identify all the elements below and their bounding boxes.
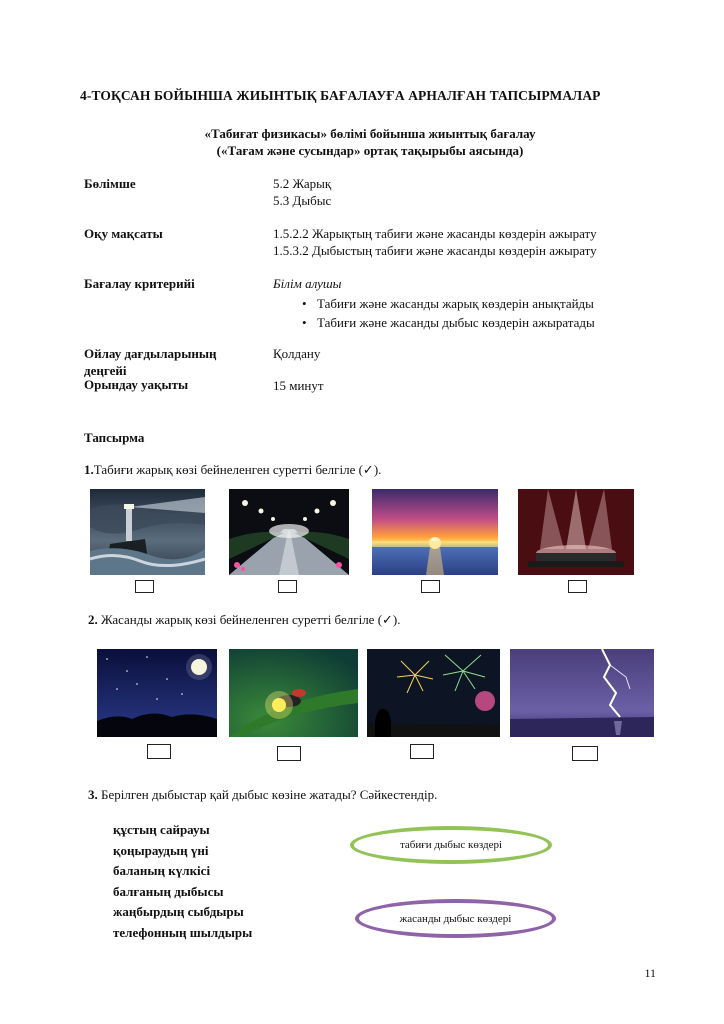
criteria-label: Бағалау критерийі <box>84 276 195 291</box>
sound-item[interactable]: телефонның шылдыры <box>113 924 253 940</box>
thinking-label <box>84 345 217 379</box>
time-label: Орындау уақыты <box>84 377 189 392</box>
question-2-text: Жасанды жарық көзі бейнеленген суретті белгіле (✓). <box>97 612 401 627</box>
lighthouse-storm-image <box>90 489 205 575</box>
artificial-sound-sources-oval[interactable] <box>355 899 556 938</box>
question-1-text: Табиғи жарық көзі бейнеленген суретті белгіле (✓). <box>93 462 382 477</box>
q1-checkbox-3[interactable] <box>421 580 440 593</box>
question-2 <box>88 612 401 628</box>
subtitle-line-2: («Тағам және сусындар» ортақ тақырыбы аясында) <box>216 143 524 158</box>
sound-item[interactable]: баланың күлкісі <box>113 863 211 878</box>
q2-checkbox-4[interactable] <box>572 746 598 761</box>
sound-item[interactable]: жаңбырдың сыбдыры <box>113 904 244 919</box>
question-3-text: Берілген дыбыстар қай дыбыс көзіне жатады? Сәйкестендір. <box>97 787 438 802</box>
section-value-2: 5.3 Дыбыс <box>273 193 332 208</box>
q1-checkbox-4[interactable] <box>568 580 587 593</box>
task-heading: Тапсырма <box>84 430 145 445</box>
page-title: 4-ТОҚСАН БОЙЫНША ЖИЫНТЫҚ БАҒАЛАУҒА АРНАЛҒАН ТАПСЫРМАЛАР <box>80 88 601 103</box>
objective-values <box>273 225 597 259</box>
q2-checkbox-2[interactable] <box>277 746 301 761</box>
firefly-image <box>229 649 358 737</box>
criteria-head: Білім алушы <box>273 276 342 291</box>
natural-sound-sources-label: табиғи дыбыс көздері <box>399 839 503 851</box>
sunset-sea-image <box>372 489 498 575</box>
night-moon-stars-image <box>97 649 217 737</box>
sound-item[interactable]: құстың сайрауы <box>113 822 210 837</box>
subtitle-line-1: «Табиғат физикасы» бөлімі бойынша жиынтық бағалау <box>204 126 536 141</box>
question-3 <box>88 787 437 803</box>
objective-label: Оқу мақсаты <box>84 226 163 241</box>
q2-checkbox-1[interactable] <box>147 744 171 759</box>
objective-value-2: 1.5.3.2 Дыбыстың табиғи және жасанды көздерін ажырату <box>273 243 597 258</box>
thinking-value: Қолдану <box>273 346 321 361</box>
q1-checkbox-1[interactable] <box>135 580 154 593</box>
stage-spotlights-image <box>518 489 634 575</box>
subtitle <box>90 125 650 159</box>
section-values <box>273 175 331 209</box>
thinking-label-line-2: деңгейі <box>84 363 127 378</box>
question-1-number: 1. <box>84 462 94 477</box>
objective-value-1: 1.5.2.2 Жарықтың табиғи және жасанды көздерін ажырату <box>273 226 597 241</box>
artificial-sound-sources-label: жасанды дыбыс көздері <box>399 912 512 925</box>
sound-item[interactable]: балғаның дыбысы <box>113 883 224 899</box>
lightning-image <box>510 649 654 737</box>
fireworks-image <box>367 649 500 737</box>
street-lights-road-image <box>229 489 349 575</box>
section-value-1: 5.2 Жарық <box>273 176 332 191</box>
natural-sound-sources-oval[interactable] <box>350 826 552 864</box>
time-value: 15 минут <box>273 378 324 393</box>
q1-checkbox-2[interactable] <box>278 580 297 593</box>
sound-item[interactable]: қоңыраудың үні <box>113 842 209 858</box>
criteria-values <box>273 275 595 332</box>
question-2-number: 2. <box>88 612 98 627</box>
q2-checkbox-3[interactable] <box>410 744 434 759</box>
section-label: Бөлімше <box>84 176 136 191</box>
criteria-item: • Табиғи және жасанды дыбыс көздерін ажыратады <box>317 313 595 332</box>
thinking-label-line-1: Ойлау дағдыларының <box>84 346 217 361</box>
page-number: 11 <box>644 966 656 980</box>
question-3-number: 3. <box>88 787 98 802</box>
question-1 <box>84 462 381 478</box>
criteria-list <box>273 294 595 332</box>
criteria-item: • Табиғи және жасанды жарық көздерін анықтайды <box>317 294 595 313</box>
sounds-list <box>113 820 252 943</box>
